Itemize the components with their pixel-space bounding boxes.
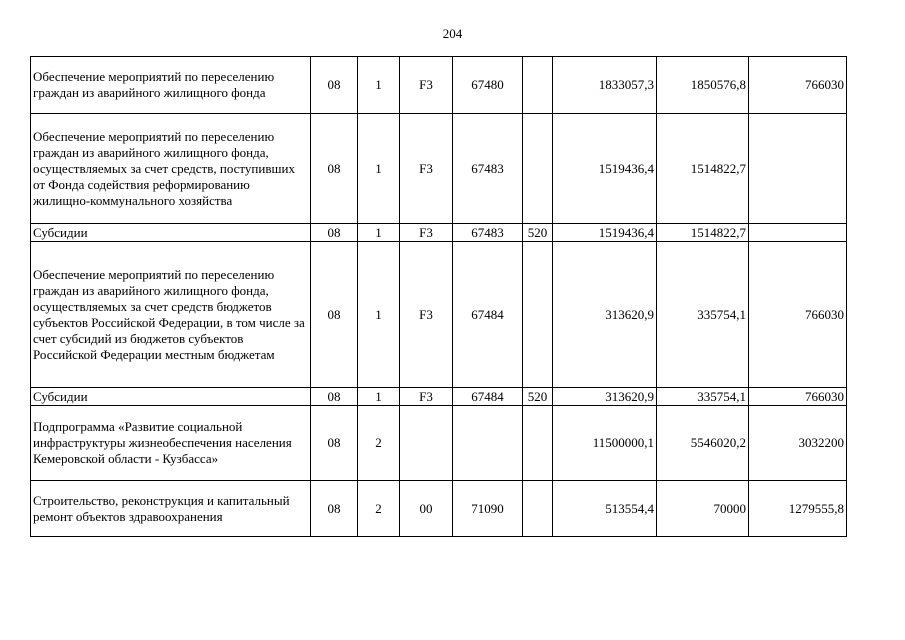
section-code: 08 bbox=[311, 406, 358, 481]
expense-type-code bbox=[523, 406, 553, 481]
row-name: Субсидии bbox=[31, 224, 311, 242]
amount-year-2: 335754,1 bbox=[657, 388, 749, 406]
section-code: 08 bbox=[311, 242, 358, 388]
target-program-code: F3 bbox=[400, 114, 453, 224]
amount-year-1: 1519436,4 bbox=[553, 114, 657, 224]
target-program-code: 00 bbox=[400, 481, 453, 537]
target-program-code: F3 bbox=[400, 242, 453, 388]
expense-type-code bbox=[523, 481, 553, 537]
expense-type-code: 520 bbox=[523, 388, 553, 406]
row-name: Обеспечение мероприятий по переселению граждан из аварийного жилищного фонда bbox=[31, 57, 311, 114]
target-item-code: 71090 bbox=[453, 481, 523, 537]
amount-year-2: 1514822,7 bbox=[657, 224, 749, 242]
amount-year-1: 313620,9 bbox=[553, 388, 657, 406]
amount-year-3: 3032200 bbox=[749, 406, 847, 481]
row-name: Обеспечение мероприятий по переселению граждан из аварийного жилищного фонда, осуществляемых за счет средств бюджетов субъектов Российской Федерации, в том числе за счет субсидий из бюджетов субъектов Российской Федерации местным бюджетам bbox=[31, 242, 311, 388]
amount-year-2: 5546020,2 bbox=[657, 406, 749, 481]
subsection-code: 1 bbox=[358, 388, 400, 406]
row-name: Строительство, реконструкция и капитальный ремонт объектов здравоохранения bbox=[31, 481, 311, 537]
table-row bbox=[31, 481, 847, 537]
subsection-code: 2 bbox=[358, 481, 400, 537]
target-program-code bbox=[400, 406, 453, 481]
target-item-code: 67484 bbox=[453, 242, 523, 388]
subsection-code: 2 bbox=[358, 406, 400, 481]
amount-year-1: 513554,4 bbox=[553, 481, 657, 537]
target-item-code: 67483 bbox=[453, 224, 523, 242]
table-row bbox=[31, 406, 847, 481]
target-program-code: F3 bbox=[400, 57, 453, 114]
target-item-code: 67480 bbox=[453, 57, 523, 114]
table-row bbox=[31, 114, 847, 224]
amount-year-2: 1514822,7 bbox=[657, 114, 749, 224]
amount-year-2: 335754,1 bbox=[657, 242, 749, 388]
subsection-code: 1 bbox=[358, 224, 400, 242]
section-code: 08 bbox=[311, 224, 358, 242]
expense-type-code bbox=[523, 57, 553, 114]
subsection-code: 1 bbox=[358, 242, 400, 388]
row-name: Подпрограмма «Развитие социальной инфраструктуры жизнеобеспечения населения Кемеровской области - Кузбасса» bbox=[31, 406, 311, 481]
target-item-code: 67484 bbox=[453, 388, 523, 406]
section-code: 08 bbox=[311, 57, 358, 114]
amount-year-3 bbox=[749, 114, 847, 224]
row-name: Обеспечение мероприятий по переселению граждан из аварийного жилищного фонда, осуществляемых за счет средств, поступивших от Фонда содействия реформированию жилищно-коммунального хозяйства bbox=[31, 114, 311, 224]
amount-year-1: 1519436,4 bbox=[553, 224, 657, 242]
amount-year-2: 1850576,8 bbox=[657, 57, 749, 114]
amount-year-1: 1833057,3 bbox=[553, 57, 657, 114]
amount-year-3: 766030 bbox=[749, 57, 847, 114]
section-code: 08 bbox=[311, 481, 358, 537]
table-row bbox=[31, 388, 847, 406]
amount-year-1: 313620,9 bbox=[553, 242, 657, 388]
amount-year-1: 11500000,1 bbox=[553, 406, 657, 481]
page-number: 204 bbox=[442, 26, 463, 41]
target-program-code: F3 bbox=[400, 224, 453, 242]
expense-type-code bbox=[523, 242, 553, 388]
budget-table bbox=[30, 56, 847, 537]
table-row bbox=[31, 224, 847, 242]
amount-year-3 bbox=[749, 224, 847, 242]
amount-year-3: 766030 bbox=[749, 242, 847, 388]
expense-type-code: 520 bbox=[523, 224, 553, 242]
target-item-code: 67483 bbox=[453, 114, 523, 224]
amount-year-3: 1279555,8 bbox=[749, 481, 847, 537]
section-code: 08 bbox=[311, 388, 358, 406]
subsection-code: 1 bbox=[358, 114, 400, 224]
amount-year-3: 766030 bbox=[749, 388, 847, 406]
amount-year-2: 70000 bbox=[657, 481, 749, 537]
table-row bbox=[31, 242, 847, 388]
table-row bbox=[31, 57, 847, 114]
row-name: Субсидии bbox=[31, 388, 311, 406]
section-code: 08 bbox=[311, 114, 358, 224]
subsection-code: 1 bbox=[358, 57, 400, 114]
expense-type-code bbox=[523, 114, 553, 224]
target-program-code: F3 bbox=[400, 388, 453, 406]
target-item-code bbox=[453, 406, 523, 481]
